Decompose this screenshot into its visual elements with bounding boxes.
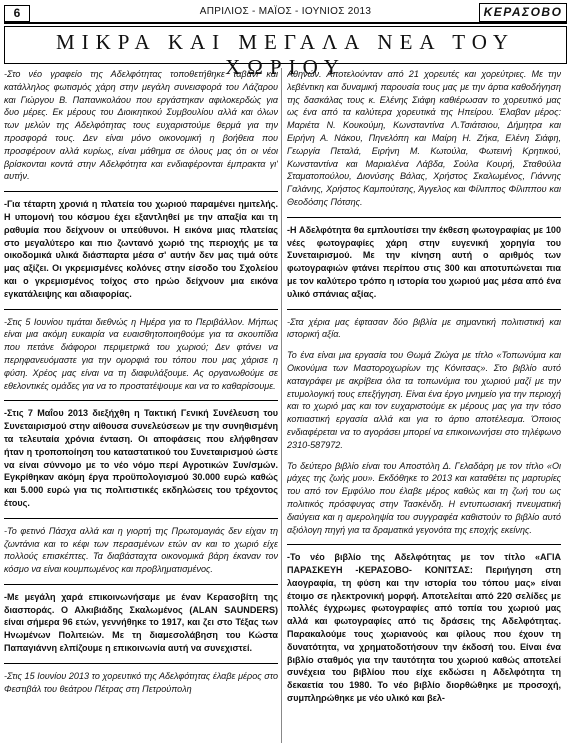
column-divider	[281, 68, 282, 743]
item-separator	[4, 584, 278, 585]
item-separator	[4, 663, 278, 664]
item-separator	[287, 544, 561, 545]
newspaper-brand: ΚΕΡΑΣΟΒΟ	[479, 3, 567, 22]
item-separator	[4, 518, 278, 519]
news-item: Το ένα είναι μια εργασία του Θωμά Ζιώγα με τίτλο «Τοπωνύμια και Οικονύμια των Μαστοροχωρίων της Κόνιτσας». Στο βιβλίο αυτό καταγράφει με ακρίβεια όλα τα τοπωνύμια του χωριού μαζί με την ετυμολογική τους επεξήγηση. Είναι ένα έργο μνημείο για την περιοχή και το χωριό μας και τον ευχαριστούμε εκ μέρους μας για την τόσο κοπιαστική εργασία αλλά και για το άρτιο αποτέλεσμα. Όποιος ενδιαφέρεται να το αγοράσει μπορεί να επικοινωνήσει στο τηλέφωνο 2310-587972.	[287, 350, 561, 450]
news-item: -Το νέο βιβλίο της Αδελφότητας με τον τίτλο «ΑΓΙΑ ΠΑΡΑΣΚΕΥΗ -ΚΕΡΑΣΟΒΟ- ΚΟΝΙΤΣΑΣ: Περιήγηση στη λαογραφία, τη φύση και την ιστορία του τόπου μας» είναι έτοιμο σε ηλεκτρονική μορφή. Αποτελείται από 220 σελίδες με πολλές έγχρωμες φωτογραφίες από τοπία του χωριού μας αλλά και φωτογραφίες από τις δράσεις της Αδελφότητας. Παρακαλούμε τους χωριανούς και φίλους που έχουν τη δυνατότητα, να χρηματοδοτήσουν την έκδοσή του. Είναι ένα βιβλίο σταθμός για την ταυτότητα του χωριού καθώς αποτελεί συνέχεια του βιβλίου που είχε εκδώσει η Αδελφότητα τη δεκαετία του 1980. Το νέο βιβλίο διορθώθηκε με προσοχή, συμπληρώθηκε με νέο υλικό και βελ-	[287, 552, 561, 704]
news-item: -Για τέταρτη χρονιά η πλατεία του χωριού παραμένει ημιτελής. Η υπομονή του κόσμου έχει εξαντληθεί με την απαξία και τη ραθυμία που δείχνουν οι υπεύθυνοι. Η εικόνα μιας πλατείας στο μεγαλύτερο και πιο ζωντανό χωριό της περιοχής με τα οικοδομικά υλικά διάσπαρτα μέσα σ' αυτήν δεν μας τιμά ούτε μας αξίζει. Οι γκρεμισμένες κολόνες στην είσοδο του Σχολείου και ο γκρεμισμένος τοίχος στο ηρώο δείχνουν μια εικόνα εγκατάλειψης και αδιαφορίας.	[4, 199, 278, 299]
item-separator	[4, 400, 278, 401]
news-item: -Στις 15 Ιουνίου 2013 το χορευτικό της Αδελφότητας έλαβε μέρος στο Φεστιβάλ του θεάτρου Πέτρας στη Πετρούπολη	[4, 670, 278, 694]
page-header	[4, 3, 567, 21]
title-box	[4, 26, 567, 79]
item-separator	[287, 309, 561, 310]
page-number: 6	[4, 5, 30, 22]
page-title: ΜΙΚΡΑ ΚΑΙ ΜΕΓΑΛΑ ΝΕΑ ΤΟΥ ΧΩΡΙΟΥ	[55, 30, 516, 79]
header-rule	[4, 22, 567, 24]
right-column	[287, 68, 561, 743]
news-item: Το δεύτερο βιβλίο είναι του Αποστόλη Δ. Γελαδάρη με τον τίτλο «Οι μάχες της ζωής μου». Εκδόθηκε το 2013 και καταθέτει τις μαρτυρίες του από τον Εμφύλιο που έλαβε μέρος καθώς και τη ζωή του ως πολιτικός πρόσφυγας στην Τασκένδη. Η εντυπωσιακή πνευματική διαύγεια και η αμεροληψία του συγγραφέα καθιστούν το βιβλίο αυτό αξιόλογη πηγή για τα δραματικά γεγονότα της εποχής εκείνης.	[287, 460, 561, 535]
news-item: -Στο νέο γραφείο της Αδελφότητας τοποθετήθηκε ταβάνι και κατάλληλος φωτισμός χάρη στην μεγάλη συνεισφορά του Λάζαρου και Γιώργου Β. Παπανικολάου που εργάστηκαν αφιλοκερδώς για δυο μέρες. Εκ μέρους του Διοικητικού Συμβουλίου αλλά και όλων των μελών της Αδελφότητας τους ευχαριστούμε θερμά για την προσφορά τους. Δεν είναι μόνο οικονομική η βοήθεια που προσφέρουν αλλά κυρίως, είναι μάθημα σε όλους μας ότι οι νέοι βρίσκονται κοντά στην Αδελφότητα και ενδιαφέρονται έμπρακτα γι' αυτήν.	[4, 69, 278, 182]
news-item: -Η Αδελφότητα θα εμπλουτίσει την έκθεση φωτογραφίας με 100 νέες φωτογραφίες χάρη στην ευγενική χορηγία του Συνεταιρισμού. Με την κίνηση αυτή ο αριθμός των φωτογραφιών φτάνει περίπου στις 300 και αποτυπώνεται πια με τον καλύτερο τρόπο η ιστορία του χωριού μας μέσα από ένα υλικό σπάνιας αξίας.	[287, 224, 561, 299]
news-item: -Στις 7 Μαΐου 2013 διεξήχθη η Τακτική Γενική Συνέλευση του Συνεταιρισμού στην αίθουσα συνελεύσεων με την συνηθισμένη τα τελευταία χρόνια ένταση. Οι αποφάσεις που ελήφθησαν ήταν η τροποποίηση του καταστατικού του Συνεταιρισμού ώστε να είναι σύννομο με το νέο νόμο περί Αγροτικών Συν/σμών. Εγκρίθηκαν ακόμη έργα προϋπολογισμού 30.000 ευρώ καθώς και 5.000 ευρώ για τις πολιτιστικές εκδηλώσεις του τρέχοντος έτους.	[4, 408, 278, 508]
news-item: -Στα χέρια μας έφτασαν δύο βιβλία με σημαντική πολιτιστική και ιστορική αξία.	[287, 316, 561, 340]
news-item: -Με μεγάλη χαρά επικοινωνήσαμε με έναν Κερασοβίτη της διασποράς. Ο Αλκιβιάδης Σκαλωμένος (ALAN SAUNDERS) είναι σήμερα 96 ετών, γεννήθηκε το 1917, και ζει στο Τέξας των Ηνωμένων Πολιτειών. Με τη διαμεσολάβηση του Κώστα Παπαγιάννη ελπίζουμε η επικοινωνία αυτή να συνεχιστεί.	[4, 591, 278, 654]
issue-date: ΑΠΡΙΛΙΟΣ - ΜΑΪΟΣ - ΙΟΥΝΙΟΣ 2013	[199, 6, 372, 17]
left-column	[4, 68, 278, 743]
news-item: -Στις 5 Ιουνίου τιμάται διεθνώς η Ημέρα για το Περιβάλλον. Μήπως είναι μια ακόμη ευκαιρία να ευαισθητοποιηθούμε για τα σκουπίδια που πετάνε διάφοροι περιμετρικά του χωριού; Δεν φτάνει να περηφανευόμαστε για την ομορφιά του τόπου που μας χάρισε η φύση. Χρέος μας είναι να τη διαφυλάξουμε. Ας οργανωθούμε σε εθελοντικές ομάδες για να το προστατέψουμε και να το καθαρίσουμε.	[4, 316, 278, 391]
news-item: -Το φετινό Πάσχα αλλά και η γιορτή της Πρωτομαγιάς δεν είχαν τη ζωντάνια και το κέφι των περασμένων ετών αν και το χωριό είχε πολλούς επισκέπτες. Τα διαβάσταχτα οικονομικά βάρη έκαναν τον κόσμο να είναι κουμπωμένος και προβληματισμένος.	[4, 525, 278, 575]
item-separator	[287, 217, 561, 218]
item-separator	[4, 309, 278, 310]
item-separator	[4, 191, 278, 192]
news-item: Αθηνών. Αποτελούνταν από 21 χορευτές και χορεύτριες. Με την λεβέντικη και δυναμική παρουσία τους μας με την άρτια καθοδήγηση της δασκάλας τους κ. Ελένης Σιάφη καθιέρωσαν το χορευτικό μας ως ένα από τα καλύτερα χορευτικά της Ηπείρου. Έλαβαν μέρος: Μαριέτα Ν. Κουκούμη, Κωνσταντίνα Λ.Τσιάτσιου, Δήμητρα και Ειρήνη Α. Νάκου, Πηνελόπη και Μαίρη Η. Ζήκα, Ελένη Σιάφη, Γεωργία Πεταλά, Ειρήνη Μ. Κωτούλα, Φωτεινή Κρητικού, Κωνσταντίνα και Μαριαλένα Λάβδα, Σούλα Κουρή, Σταθούλα Σταματοπούλου, Διονύσης Βάλας, Χρήστος Σκαλωμένος, Γιάννης Γαλάνης, Χρήστος Καμπούτσης, Άγγελος και Φίλιππος Φίλιππου και Θεοδόσης Πότσης.	[287, 69, 561, 207]
